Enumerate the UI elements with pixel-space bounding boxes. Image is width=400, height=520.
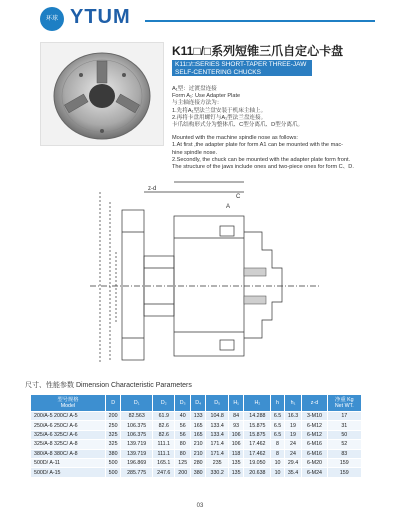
table-cell: 133.4 (206, 421, 228, 430)
table-cell: 106 (228, 430, 243, 439)
product-title-en-box (172, 60, 312, 76)
chuck-photo (40, 42, 164, 146)
table-cell: 93 (228, 421, 243, 430)
table-cell: 104.8 (206, 412, 228, 421)
table-cell: 19 (284, 430, 302, 439)
product-title-en-line1: K11□/□SERIES SHORT-TAPER THREE-JAW (175, 61, 307, 68)
table-cell: 82.6 (153, 430, 175, 439)
col-d4: D₄ (190, 395, 205, 412)
model-cell: 325/A-6 325C/ A-6 (31, 430, 106, 439)
note-en-1: Mounted with the machine spindle nose as follows: (172, 135, 298, 142)
note-cn-2: Form A₁: Use Adapter Plate (172, 93, 241, 100)
table-cell: 40 (175, 412, 190, 421)
table-cell: 380 (105, 449, 120, 458)
chuck-illustration (41, 43, 163, 145)
table-cell: 6.5 (271, 412, 284, 421)
table-cell: 20.638 (244, 468, 271, 477)
table-cell: 500 (105, 468, 120, 477)
table-cell: 196.869 (121, 458, 153, 467)
table-cell: 133.4 (206, 430, 228, 439)
table-cell: 210 (190, 449, 205, 458)
table-cell: 82.563 (121, 412, 153, 421)
brand-logo: 环球 (40, 7, 64, 31)
label-a: A (226, 204, 231, 210)
params-table (30, 394, 362, 478)
col-h1: H₁ (228, 395, 243, 412)
col-zd: z-d (302, 395, 327, 412)
col-h: h (271, 395, 284, 412)
col-d5: D₅ (206, 395, 228, 412)
table-cell: 106 (228, 440, 243, 449)
model-cell: 200/A-5 200C/ A-5 (31, 412, 106, 421)
table-cell: 125 (175, 458, 190, 467)
table-cell: 380 (190, 468, 205, 477)
table-cell: 325 (105, 430, 120, 439)
table-cell: 56 (175, 430, 190, 439)
table-row (31, 421, 362, 430)
note-cn-6: 卡爪结构形式分为整体爪、C型分离爪、D型分离爪。 (172, 122, 304, 129)
table-cell: 50 (327, 430, 361, 439)
page-number: 03 (196, 503, 204, 509)
table-cell: 6-M12 (302, 430, 327, 439)
col-h2: H₂ (244, 395, 271, 412)
table-cell: 111.1 (153, 440, 175, 449)
table-cell: 247.6 (153, 468, 175, 477)
note-en-3: hine spindle nose. (172, 149, 218, 156)
table-cell: 82.6 (153, 421, 175, 430)
technical-drawing (40, 172, 360, 372)
col-d: D (105, 395, 120, 412)
col-d2: D₂ (153, 395, 175, 412)
table-cell: 250 (105, 421, 120, 430)
table-cell: 24 (284, 449, 302, 458)
note-cn-5: 2.再将卡盘用螺钉与A₁型法兰盘连接。 (172, 114, 267, 121)
product-title-en-line2: SELF-CENTERING CHUCKS (175, 68, 261, 76)
table-cell: 84 (228, 412, 243, 421)
table-cell: 15.875 (244, 430, 271, 439)
params-header-row (31, 395, 362, 412)
table-cell: 8 (271, 440, 284, 449)
table-cell: 135 (228, 458, 243, 467)
table-cell: 165.1 (153, 458, 175, 467)
table-cell: 80 (175, 440, 190, 449)
table-cell: 61.9 (153, 412, 175, 421)
col-weight: 净重 Kg Net WT. (327, 395, 361, 412)
model-cell: 325/A-8 325C/ A-8 (31, 440, 106, 449)
col-d1: D₁ (121, 395, 153, 412)
table-cell: 8 (271, 449, 284, 458)
table-cell: 118 (228, 449, 243, 458)
table-cell: 200 (105, 412, 120, 421)
table-cell: 80 (175, 449, 190, 458)
table-row (31, 440, 362, 449)
table-cell: 235 (206, 458, 228, 467)
table-cell: 29.4 (284, 458, 302, 467)
table-cell: 6.5 (271, 430, 284, 439)
table-cell: 106.375 (121, 421, 153, 430)
table-cell: 31 (327, 421, 361, 430)
table-cell: 6-M16 (302, 449, 327, 458)
col-d3: D₃ (175, 395, 190, 412)
table-cell: 24 (284, 440, 302, 449)
table-cell: 171.4 (206, 440, 228, 449)
table-cell: 165 (190, 430, 205, 439)
table-row (31, 430, 362, 439)
table-cell: 106.375 (121, 430, 153, 439)
table-cell: 159 (327, 468, 361, 477)
table-cell: 6-M12 (302, 421, 327, 430)
section-drawing (40, 172, 360, 372)
table-cell: 15.875 (244, 421, 271, 430)
note-en-2: 1.At first ,the adapter plate for form A1 can be mounted with the mac- (172, 142, 344, 149)
model-cell: 250/A-6 250C/ A-6 (31, 421, 106, 430)
table-cell: 6-M20 (302, 458, 327, 467)
mounting-notes (172, 86, 354, 171)
label-zd: z-d (148, 186, 157, 192)
header-rule (145, 20, 375, 22)
table-cell: 10 (271, 458, 284, 467)
table-cell: 6-M16 (302, 440, 327, 449)
note-en-5: The structure of the jaws include ones and two-piece ones for form C、D. (172, 164, 354, 171)
table-cell: 165 (190, 421, 205, 430)
table-cell: 135 (228, 468, 243, 477)
product-title-cn: K11□/□系列短锥三爪自定心卡盘 (172, 44, 344, 58)
table-row (31, 449, 362, 458)
table-row (31, 468, 362, 477)
table-cell: 52 (327, 440, 361, 449)
table-cell: 35.4 (284, 468, 302, 477)
table-cell: 500 (105, 458, 120, 467)
table-cell: 200 (175, 468, 190, 477)
table-cell: 16.3 (284, 412, 302, 421)
table-cell: 6.5 (271, 421, 284, 430)
table-cell: 83 (327, 449, 361, 458)
note-cn-3: 与主轴连接方法为： (172, 100, 223, 107)
brand-name: YTUM (70, 6, 131, 28)
table-cell: 280 (190, 458, 205, 467)
params-body (31, 412, 362, 478)
note-en-4: 2.Secondly, the chuck can be mounted with the adapter plate form front. (172, 156, 351, 163)
table-cell: 56 (175, 421, 190, 430)
table-cell: 19.050 (244, 458, 271, 467)
table-row (31, 458, 362, 467)
model-cell: 500D/ A-11 (31, 458, 106, 467)
table-cell: 133 (190, 412, 205, 421)
page-header (0, 0, 400, 34)
model-cell: 500D/ A-15 (31, 468, 106, 477)
model-cell: 380/A-8 380C/ A-8 (31, 449, 106, 458)
col-model: 型号规格 Model (31, 395, 106, 412)
table-cell: 17 (327, 412, 361, 421)
col-h1-small: h₁ (284, 395, 302, 412)
table-cell: 19 (284, 421, 302, 430)
table-cell: 17.462 (244, 440, 271, 449)
table-cell: 111.1 (153, 449, 175, 458)
label-c: C (236, 194, 241, 200)
table-cell: 171.4 (206, 449, 228, 458)
params-title: 尺寸、性能参数 Dimension Characteristic Parameters (25, 382, 192, 389)
table-cell: 10 (271, 468, 284, 477)
table-cell: 325 (105, 440, 120, 449)
table-cell: 14.288 (244, 412, 271, 421)
note-cn-4: 1.先将A₁型法兰盘安装于机床主轴上。 (172, 107, 267, 114)
table-cell: 210 (190, 440, 205, 449)
table-cell: 17.462 (244, 449, 271, 458)
table-cell: 3-M10 (302, 412, 327, 421)
note-cn-1: A₁型：过渡盘连接 (172, 86, 217, 92)
table-cell: 6-M24 (302, 468, 327, 477)
table-cell: 139.719 (121, 449, 153, 458)
table-cell: 285.775 (121, 468, 153, 477)
table-cell: 330.2 (206, 468, 228, 477)
table-row (31, 412, 362, 421)
table-cell: 139.719 (121, 440, 153, 449)
table-cell: 159 (327, 458, 361, 467)
